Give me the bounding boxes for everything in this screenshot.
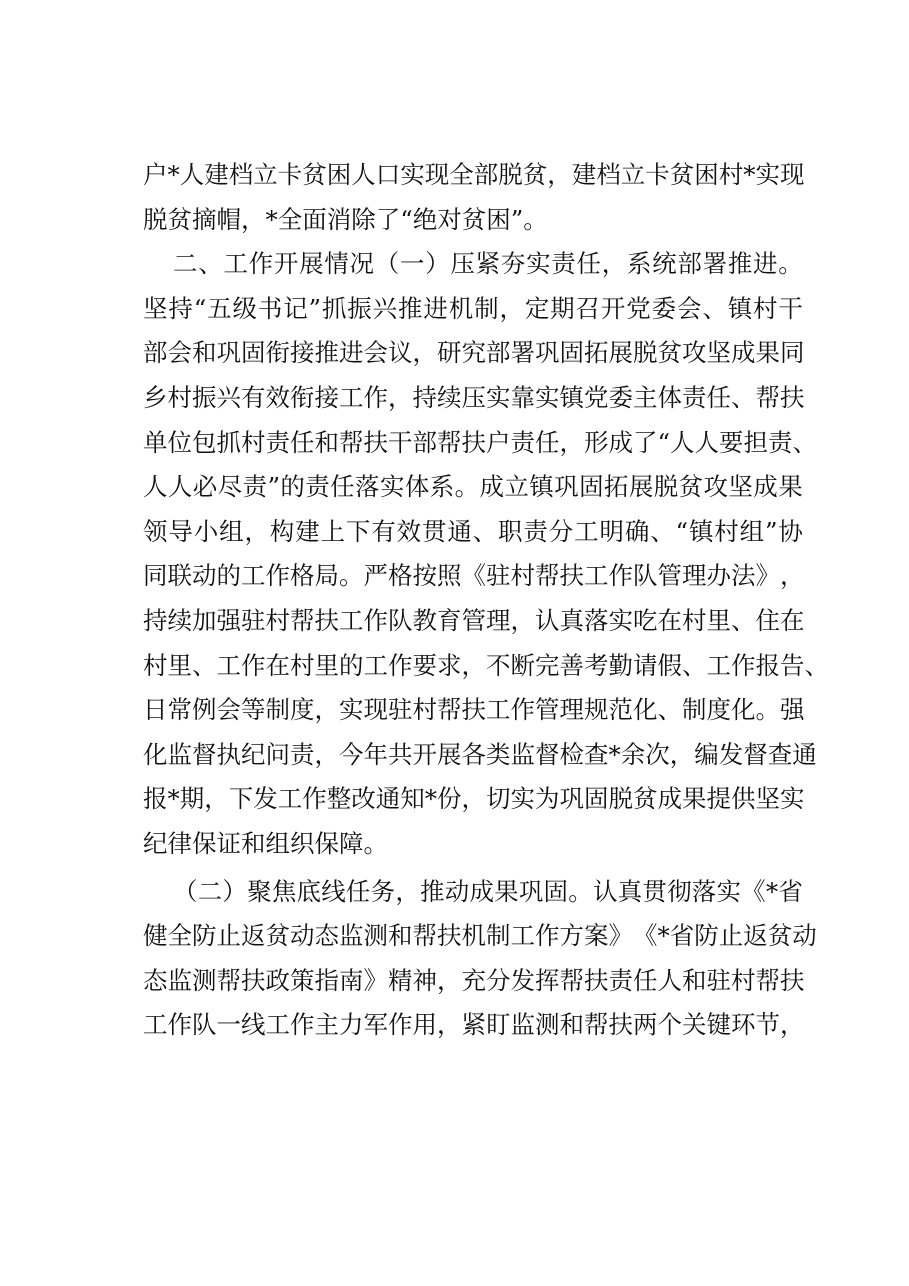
text-line: 工 作 队 一 线 工 作 主 力 军 作 用 ， 紧 盯 监 测 和 帮 扶 两 个 关 键 环 节 ， [143,1010,805,1040]
text-line: 乡 村 振 兴 有 效 衔 接 工 作 ， 持 续 压 实 靠 实 镇 党 委 主 体 责 任 、 帮 扶 [143,382,805,412]
text-line: 人 人 必 尽 责 ” 的 责 任 落 实 体 系 。 成 立 镇 巩 固 拓 展 脱 贫 攻 坚 成 果 [143,472,803,502]
text-line: 坚 持 “ 五 级 书 记 ” 抓 振 兴 推 进 机 制 ， 定 期 召 开 党 委 会 、 镇 村 干 [143,293,803,323]
document-body [143,153,829,1048]
text-line: 报 * 期 ， 下 发 工 作 整 改 通 知 * 份 ， 切 实 为 巩 固 脱 贫 成 果 提 供 坚 实 [143,784,805,814]
text-line: 态 监 测 帮 扶 政 策 指 南 》 精 神 ， 充 分 发 挥 帮 扶 责 任 人 和 驻 村 帮 扶 [143,965,805,995]
text-line: 健 全 防 止 返 贫 动 态 监 测 和 帮 扶 机 制 工 作 方 案 》 《 * 省 防 止 返 贫 动 [143,921,817,951]
text-line: 化 监 督 执 纪 问 责 ， 今 年 共 开 展 各 类 监 督 检 查 * 余 次 ， 编 发 督 查 通 [143,739,817,769]
text-line: 部 会 和 巩 固 衔 接 推 进 会 议 ， 研 究 部 署 巩 固 拓 展 脱 贫 攻 坚 成 果 同 [143,338,805,368]
text-line: 持 续 加 强 驻 村 帮 扶 工 作 队 教 育 管 理 ， 认 真 落 实 吃 在 村 里 、 住 在 [143,605,805,635]
text-line: 户 * 人 建 档 立 卡 贫 困 人 口 实 现 全 部 脱 贫 ， 建 档 立 卡 贫 困 村 * 实 现 [143,160,805,189]
text-line: 单 位 包 抓 村 责 任 和 帮 扶 干 部 帮 扶 户 责 任 ， 形 成 了 “ 人 人 要 担 责 、 [143,427,818,457]
text-line: 二 、 工 作 开 展 情 况 （ 一 ） 压 紧 夯 实 责 任 ， 系 统 部 署 推 进 。 [173,249,803,279]
text-line: 日 常 例 会 等 制 度 ， 实 现 驻 村 帮 扶 工 作 管 理 规 范 化 、 制 度 化 。 强 [143,695,805,725]
text-line: （ 二 ） 聚 焦 底 线 任 务 ， 推 动 成 果 巩 固 。 认 真 贯 彻 落 实 《 * 省 [173,876,803,906]
text-line: 纪律保证和组织保障。 [143,828,388,858]
text-line: 村 里 、 工 作 在 村 里 的 工 作 要 求 ， 不 断 完 善 考 勤 请 假 、 工 作 报 告 、 [143,650,829,680]
text-line: 领 导 小 组 ， 构 建 上 下 有 效 贯 通 、 职 责 分 工 明 确 、 “ 镇 村 组 ” 协 [143,516,803,546]
text-line: 同 联 动 的 工 作 格 局 。 严 格 按 照 《 驻 村 帮 扶 工 作 队 管 理 办 法 》 ， [143,561,805,591]
text-line: 脱贫摘帽，*全面消除了“绝对贫困”。 [143,204,548,234]
